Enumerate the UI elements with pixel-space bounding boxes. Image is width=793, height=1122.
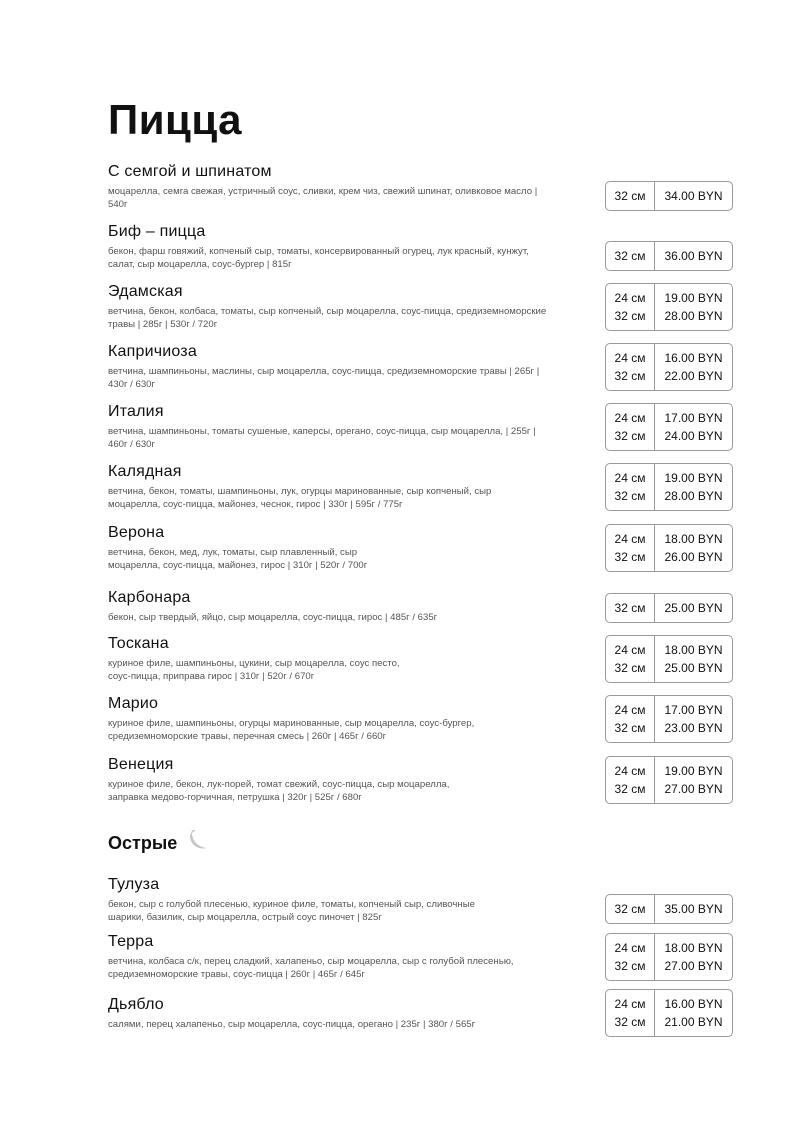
price-box: [605, 241, 733, 271]
price-label: 17.00 BYN: [664, 703, 723, 717]
menu-item: [108, 342, 733, 391]
item-description: салями, перец халапеньо, сыр моцарелла, соус-пицца, орегано | 235г | 380г / 565г: [108, 1019, 476, 1030]
price-label: 36.00 BYN: [664, 249, 723, 263]
item-description: ветчина, колбаса с/к, перец сладкий, халапеньо, сыр моцарелла, сыр с голубой плесенью, средиземноморские травы, соус-пицца | 260г | 465г / 645г: [108, 956, 514, 980]
size-label: 32 см: [614, 902, 646, 916]
price-label: 18.00 BYN: [664, 941, 723, 955]
menu-item: [108, 875, 733, 924]
price-label: 18.00 BYN: [664, 532, 723, 546]
size-label: 24 см: [614, 532, 646, 546]
price-label: 26.00 BYN: [664, 550, 723, 564]
item-name: Карбонара: [108, 589, 191, 606]
item-description: ветчина, бекон, томаты, шампиньоны, лук, огурцы маринованные, сыр копченый, сыр моцарелла, соус-пицца, майонез, чеснок, гирос | 330г | 595г / 775г: [108, 486, 492, 510]
price-label: 21.00 BYN: [664, 1015, 723, 1029]
menu-item: [108, 694, 733, 743]
item-name: Капричиоза: [108, 343, 197, 360]
price-box: [605, 181, 733, 211]
size-label: 32 см: [614, 782, 646, 796]
menu-item: [108, 932, 733, 981]
price-label: 18.00 BYN: [664, 643, 723, 657]
item-name: Эдамская: [108, 283, 183, 300]
price-label: 24.00 BYN: [664, 429, 723, 443]
item-name: Верона: [108, 524, 165, 541]
item-description: ветчина, бекон, колбаса, томаты, сыр копченый, сыр моцарелла, соус-пицца, средиземноморские травы | 285г | 530г / 720г: [108, 306, 547, 330]
item-name: С семгой и шпинатом: [108, 163, 272, 180]
size-label: 32 см: [614, 721, 646, 735]
size-label: 24 см: [614, 703, 646, 717]
item-description: моцарелла, семга свежая, устричный соус, сливки, крем чиз, свежий шпинат, оливковое масло | 540г: [108, 186, 538, 210]
item-description: куриное филе, бекон, лук-порей, томат свежий, соус-пицца, сыр моцарелла, заправка медово-горчичная, петрушка | 320г | 525г / 680г: [108, 779, 450, 803]
item-name: Калядная: [108, 463, 182, 480]
item-description: ветчина, бекон, мед, лук, томаты, сыр плавленный, сыр моцарелла, соус-пицца, майонез, гирос | 310г | 520г / 700г: [108, 547, 368, 571]
menu-item: [108, 588, 733, 625]
price-label: 16.00 BYN: [664, 351, 723, 365]
size-label: 24 см: [614, 471, 646, 485]
menu-item: [108, 995, 733, 1032]
item-name: Марио: [108, 695, 159, 712]
size-label: 24 см: [614, 997, 646, 1011]
item-name: Венеция: [108, 756, 174, 773]
price-box: [605, 695, 733, 743]
menu-item: [108, 222, 733, 271]
price-box: [605, 524, 733, 572]
size-label: 24 см: [614, 291, 646, 305]
item-name: Терра: [108, 933, 154, 950]
item-description: бекон, фарш говяжий, копченый сыр, томаты, консервированный огурец, лук красный, кунжут, салат, сыр моцарелла, соус-бургер | 815г: [108, 246, 529, 270]
size-label: 32 см: [614, 550, 646, 564]
item-description: бекон, сыр с голубой плесенью, куриное филе, томаты, копченый сыр, сливочные шарики, базилик, сыр моцарелла, острый соус пиночет | 825г: [108, 899, 475, 923]
size-label: 32 см: [614, 489, 646, 503]
item-name: Италия: [108, 403, 164, 420]
price-label: 28.00 BYN: [664, 489, 723, 503]
menu-item: [108, 755, 733, 804]
size-label: 32 см: [614, 661, 646, 675]
price-label: 17.00 BYN: [664, 411, 723, 425]
price-box: [605, 403, 733, 451]
price-label: 35.00 BYN: [664, 902, 723, 916]
size-label: 24 см: [614, 941, 646, 955]
price-label: 27.00 BYN: [664, 959, 723, 973]
size-label: 32 см: [614, 249, 646, 263]
size-label: 24 см: [614, 411, 646, 425]
chili-pepper-icon: [187, 830, 209, 857]
price-label: 28.00 BYN: [664, 309, 723, 323]
item-description: бекон, сыр твердый, яйцо, сыр моцарелла, соус-пицца, гирос | 485г / 635г: [108, 612, 438, 623]
page-title: Пицца: [108, 96, 243, 143]
price-label: 23.00 BYN: [664, 721, 723, 735]
price-box: [605, 756, 733, 804]
price-label: 16.00 BYN: [664, 997, 723, 1011]
price-label: 19.00 BYN: [664, 471, 723, 485]
size-label: 24 см: [614, 351, 646, 365]
price-label: 25.00 BYN: [664, 601, 723, 615]
size-label: 32 см: [614, 369, 646, 383]
item-name: Дьябло: [108, 996, 164, 1013]
menu-item: [108, 523, 733, 572]
menu-item: [108, 402, 733, 451]
section-title-label: Острые: [108, 833, 178, 853]
item-description: ветчина, шампиньоны, томаты сушеные, каперсы, орегано, соус-пицца, сыр моцарелла, | 255г | 460г / 630г: [108, 426, 536, 450]
menu-item: [108, 162, 733, 211]
price-label: 25.00 BYN: [664, 661, 723, 675]
menu-item: [108, 282, 733, 331]
item-description: куриное филе, шампиньоны, цукини, сыр моцарелла, соус песто, соус-пицца, приправа гирос | 310г | 520г / 670г: [108, 658, 400, 682]
price-box: [605, 283, 733, 331]
menu-item: [108, 634, 733, 683]
size-label: 24 см: [614, 764, 646, 778]
price-box: [605, 343, 733, 391]
menu-item: [108, 462, 733, 511]
item-description: ветчина, шампиньоны, маслины, сыр моцарелла, соус-пицца, средиземноморские травы | 265г | 430г / 630г: [108, 366, 540, 390]
price-box: [605, 933, 733, 981]
price-box: [605, 989, 733, 1037]
item-name: Биф – пицца: [108, 223, 206, 240]
price-box: [605, 894, 733, 924]
price-label: 27.00 BYN: [664, 782, 723, 796]
item-name: Тоскана: [108, 635, 169, 652]
item-description: куриное филе, шампиньоны, огурцы маринованные, сыр моцарелла, соус-бургер, средиземноморские травы, перечная смесь | 260г | 465г / 660г: [108, 718, 475, 742]
price-box: [605, 635, 733, 683]
price-label: 34.00 BYN: [664, 189, 723, 203]
size-label: 32 см: [614, 429, 646, 443]
section-title-spicy: [108, 830, 209, 857]
item-name: Тулуза: [108, 876, 160, 893]
size-label: 32 см: [614, 959, 646, 973]
price-label: 19.00 BYN: [664, 291, 723, 305]
size-label: 24 см: [614, 643, 646, 657]
size-label: 32 см: [614, 189, 646, 203]
size-label: 32 см: [614, 1015, 646, 1029]
price-label: 22.00 BYN: [664, 369, 723, 383]
price-label: 19.00 BYN: [664, 764, 723, 778]
price-box: [605, 593, 733, 623]
size-label: 32 см: [614, 601, 646, 615]
size-label: 32 см: [614, 309, 646, 323]
price-box: [605, 463, 733, 511]
